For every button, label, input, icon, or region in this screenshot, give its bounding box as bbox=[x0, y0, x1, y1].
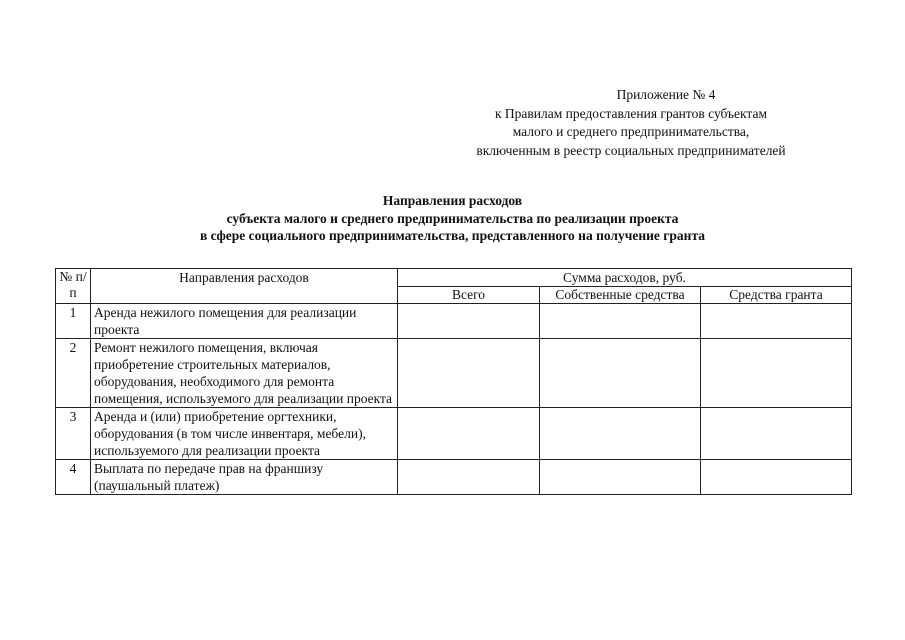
row-number: 3 bbox=[56, 408, 91, 460]
table-row bbox=[56, 304, 852, 339]
table-row bbox=[56, 339, 852, 408]
row-number: 1 bbox=[56, 304, 91, 339]
row-total-cell bbox=[398, 339, 540, 408]
row-total-cell bbox=[398, 460, 540, 495]
header-row-1 bbox=[56, 269, 852, 287]
header-grant-funds: Средства гранта bbox=[701, 287, 852, 304]
row-grant-cell bbox=[701, 304, 852, 339]
header-num: № п/п bbox=[56, 269, 91, 304]
row-own-cell bbox=[540, 460, 701, 495]
expenses-table bbox=[55, 268, 852, 495]
appendix-line-4: включенным в реестр социальных предпринимателей bbox=[476, 142, 786, 158]
appendix-number: Приложение № 4 bbox=[616, 87, 716, 102]
document-title bbox=[0, 192, 905, 245]
row-direction: Выплата по передаче прав на франшизу (паушальный платеж) bbox=[91, 460, 398, 495]
appendix-line-3: малого и среднего предпринимательства, bbox=[512, 124, 750, 139]
row-grant-cell bbox=[701, 339, 852, 408]
row-grant-cell bbox=[701, 408, 852, 460]
title-line-2: субъекта малого и среднего предпринимательства по реализации проекта bbox=[226, 210, 679, 226]
header-direction: Направления расходов bbox=[91, 269, 398, 304]
table-row bbox=[56, 460, 852, 495]
appendix-line-2: к Правилам предоставления грантов субъектам bbox=[494, 105, 768, 121]
table-row bbox=[56, 408, 852, 460]
row-direction: Аренда и (или) приобретение оргтехники, оборудования (в том числе инвентаря, мебели), используемого для реализации проекта bbox=[91, 408, 398, 460]
row-own-cell bbox=[540, 339, 701, 408]
title-line-1: Направления расходов bbox=[382, 193, 523, 208]
row-total-cell bbox=[398, 408, 540, 460]
row-direction: Ремонт нежилого помещения, включая приобретение строительных материалов, оборудования, необходимого для ремонта помещения, используемого для реализации проекта bbox=[91, 339, 398, 408]
row-number: 2 bbox=[56, 339, 91, 408]
row-grant-cell bbox=[701, 460, 852, 495]
row-own-cell bbox=[540, 304, 701, 339]
row-own-cell bbox=[540, 408, 701, 460]
row-number: 4 bbox=[56, 460, 91, 495]
header-own-funds: Собственные средства bbox=[540, 287, 701, 304]
title-line-3: в сфере социального предпринимательства, представленного на получение гранта bbox=[199, 228, 705, 243]
header-sum: Сумма расходов, руб. bbox=[398, 269, 852, 287]
appendix-header bbox=[421, 86, 841, 160]
row-total-cell bbox=[398, 304, 540, 339]
header-total: Всего bbox=[398, 287, 540, 304]
row-direction: Аренда нежилого помещения для реализации проекта bbox=[91, 304, 398, 339]
